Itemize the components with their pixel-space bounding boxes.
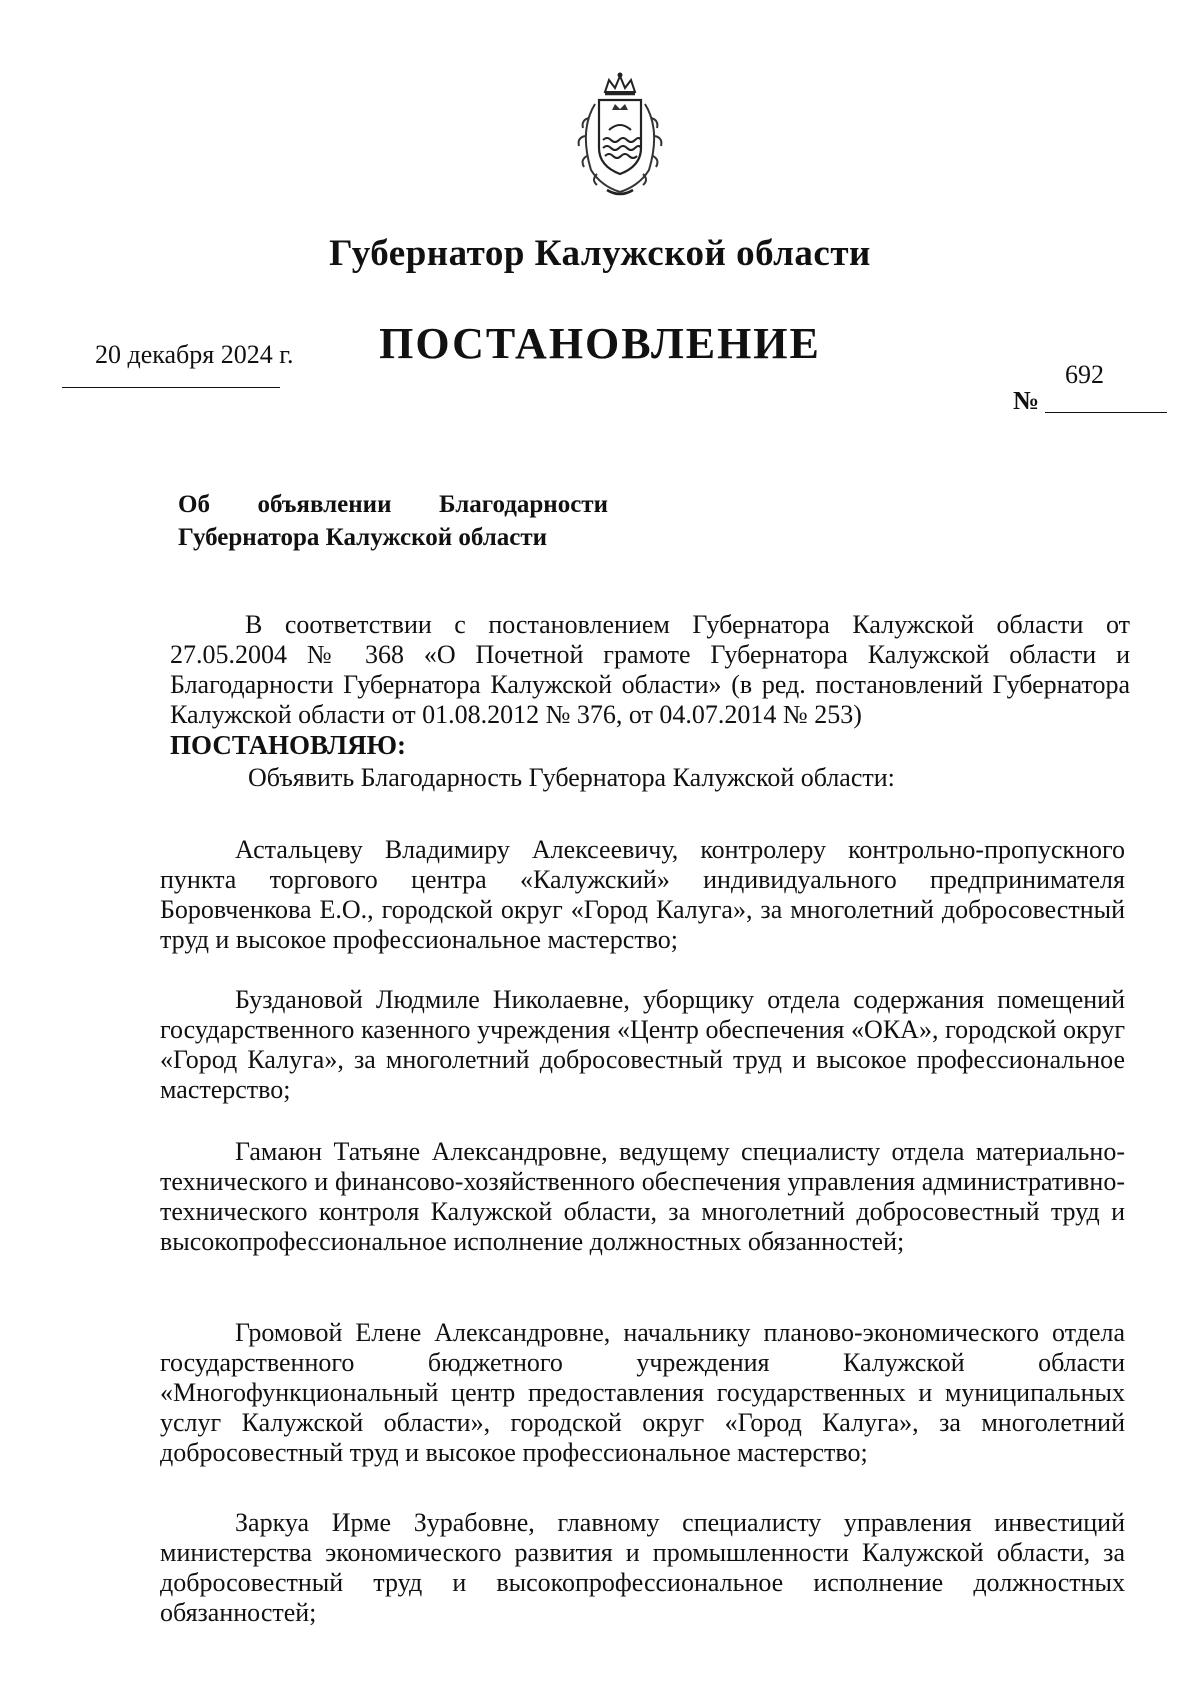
- recipient-paragraph: [160, 835, 1125, 955]
- number-sign: №: [1013, 386, 1040, 415]
- recipient-text: Громовой Елене Александровне, начальнику планово-экономического отдела государственного бюджетного учреждения Калужской области «Многофункциональный центр предоставления государственных и муниципальных услуг Калужской области», городской округ «Город Калуга», за многолетний добросовестный труд и высокое профессиональное мастерство;: [160, 1318, 1125, 1467]
- subject-line-2: Губернатора Калужской области: [178, 524, 548, 551]
- number-underline: [1045, 412, 1167, 413]
- recipient-text: Гамаюн Татьяне Александровне, ведущему специалисту отдела материально-технического и финансово-хозяйственного обеспечения управления административно-технического контроля Калужской области, за многолетний добросовестный труд и высокопрофессиональное исполнение должностных обязанностей;: [160, 1137, 1125, 1256]
- preamble-text: В соответствии с постановлением Губернатора Калужской области от 27.05.2004 № 368 «О Почетной грамоте Губернатора Калужской области и Благодарности Губернатора Калужской области» (в ред. постановлений Губернатора Калужской области от 01.08.2012 № 376, от 04.07.2014 № 253): [170, 610, 1130, 729]
- subject-word: объявлении: [257, 491, 392, 518]
- recipient-paragraph: [160, 1508, 1125, 1628]
- preamble: [170, 610, 1130, 760]
- recipient-paragraph: [160, 1137, 1125, 1257]
- recipient-text: Астальцеву Владимиру Алексеевичу, контролеру контрольно-пропускного пункта торгового центра «Калужский» индивидуального предпринимателя Боровченкова Е.О., городской округ «Город Калуга», за многолетний добросовестный труд и высокое профессиональное мастерство;: [160, 835, 1125, 954]
- document-number: 692: [1065, 360, 1104, 389]
- document-subject: [178, 488, 608, 554]
- date-underline: [62, 387, 280, 388]
- recipient-text: Буздановой Людмиле Николаевне, уборщику отдела содержания помещений государственного казенного учреждения «Центр обеспечения «ОКА», городской округ «Город Калуга», за многолетний добросовестный труд и высокое профессиональное мастерство;: [160, 985, 1125, 1104]
- recipient-paragraph: [160, 985, 1125, 1105]
- coat-of-arms-icon: [565, 70, 675, 200]
- subject-word: Благодарности: [439, 491, 608, 518]
- decree-word: ПОСТАНОВЛЯЮ:: [170, 730, 406, 760]
- recipient-text: Заркуа Ирме Зурабовне, главному специалисту управления инвестиций министерства экономического развития и промышленности Калужской области, за добросовестный труд и высокопрофессиональное исполнение должностных обязанностей;: [160, 1508, 1125, 1627]
- document-type-title: ПОСТАНОВЛЕНИЕ: [379, 319, 821, 368]
- document-date: 20 декабря 2024 г.: [95, 340, 294, 369]
- recipient-paragraph: [160, 1318, 1125, 1468]
- announcement-line: Объявить Благодарность Губернатора Калужской области:: [248, 763, 895, 792]
- subject-word: Об: [178, 491, 210, 518]
- issuing-authority: Губернатор Калужской области: [329, 233, 871, 274]
